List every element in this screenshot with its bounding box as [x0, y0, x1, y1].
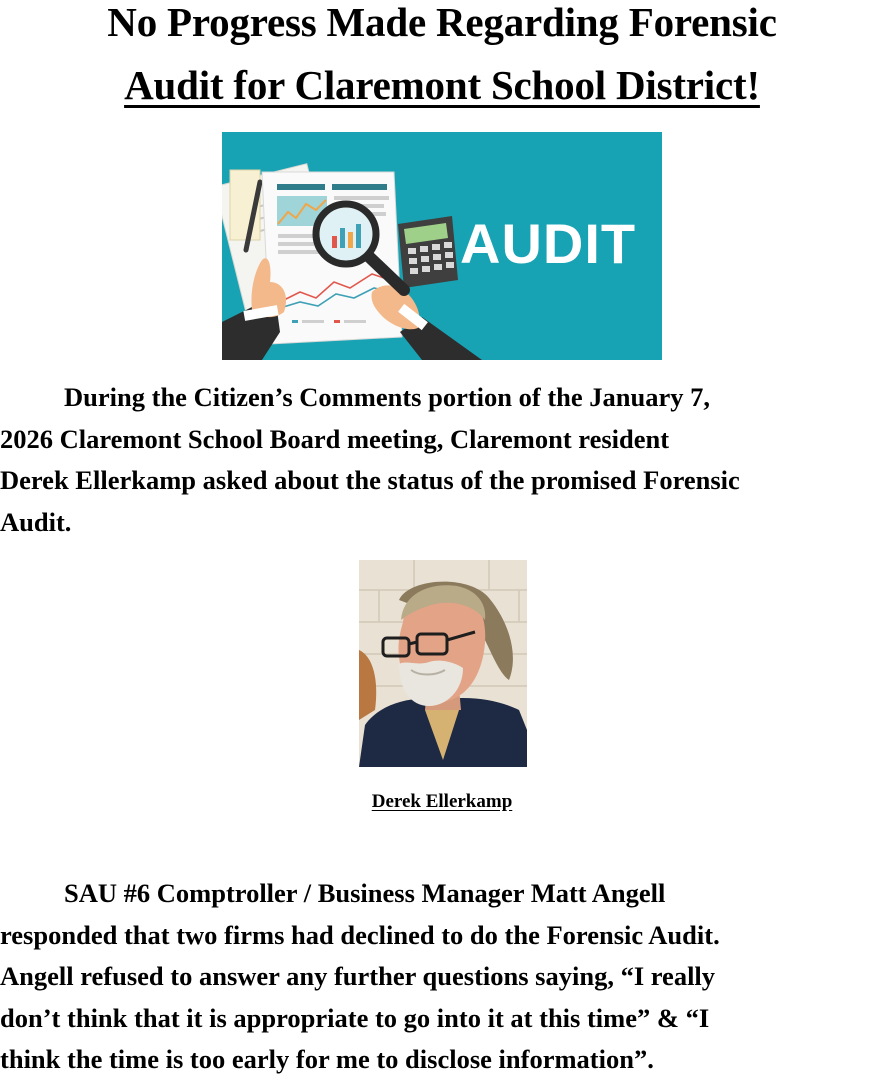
calculator-icon [398, 216, 458, 288]
paragraph-line: responded that two firms had declined to do the Forensic Audit. [0, 919, 720, 950]
photo-caption [0, 788, 884, 816]
photo-caption-text: Derek Ellerkamp [371, 791, 513, 812]
headline-line-2 [0, 55, 884, 115]
headline-line-2-text: Audit for Claremont School District! [124, 62, 760, 108]
paragraph-line: During the Citizen’s Comments portion of the January 7, [64, 382, 711, 412]
paragraph-line: Derek Ellerkamp asked about the status of the promised Forensic [0, 465, 740, 495]
paragraph-line: Angell refused to answer any further questions saying, “I really [0, 961, 716, 991]
paragraph-line: Audit. [0, 506, 72, 537]
paragraph-line: 2026 Claremont School Board meeting, Claremont resident [0, 423, 670, 454]
audit-title: AUDIT [460, 212, 637, 275]
paragraph-line: don’t think that it is appropriate to go into it at this time” & “I [0, 1002, 710, 1033]
headline-line-1: No Progress Made Regarding Forensic [107, 0, 777, 45]
paragraph-line: think the time is too early for me to disclose information”. [0, 1044, 654, 1074]
paragraph-1 [0, 377, 884, 543]
portrait-graphic [359, 560, 527, 767]
portrait-photo [359, 560, 527, 767]
paragraph-2 [0, 873, 884, 1081]
paragraph-line: SAU #6 Comptroller / Business Manager Matt Angell [64, 878, 666, 908]
